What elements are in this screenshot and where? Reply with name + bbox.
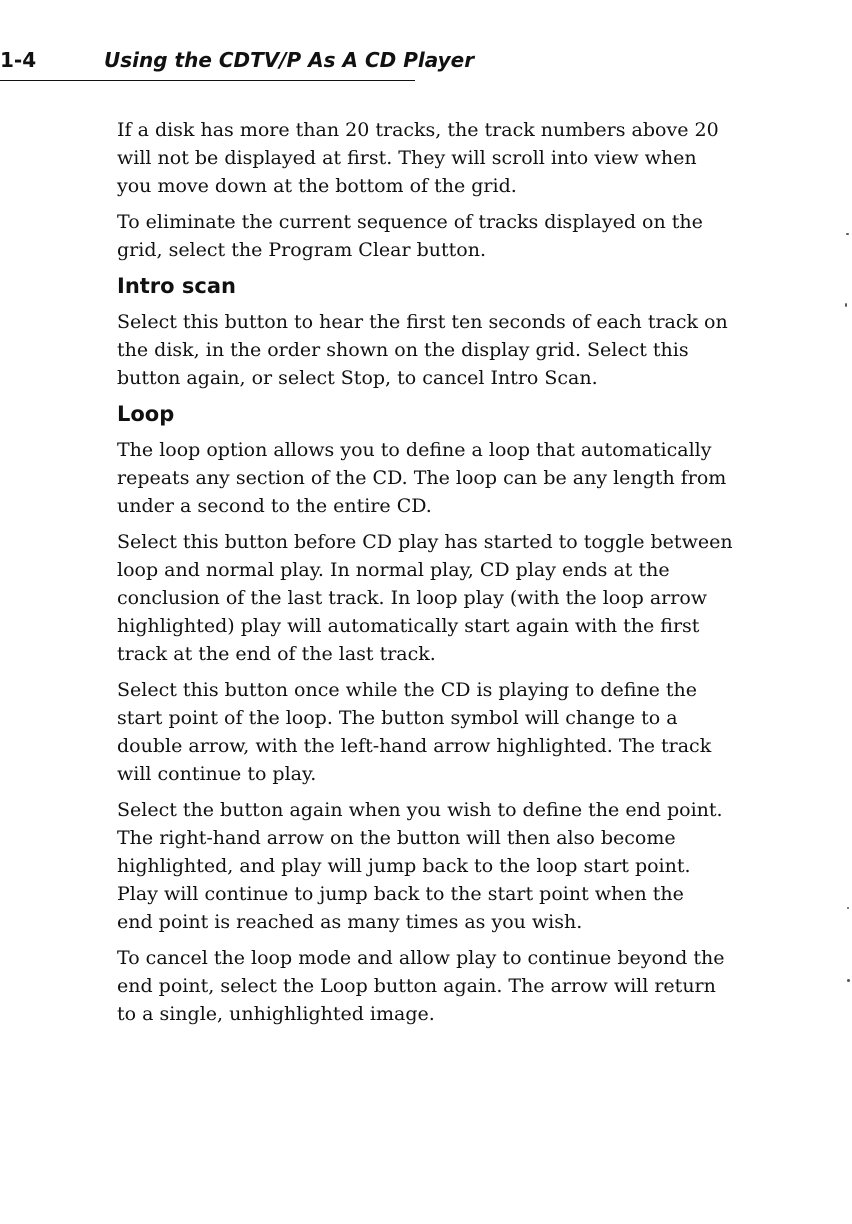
page-body	[117, 116, 733, 1036]
text-line: To eliminate the current sequence of tracks displayed on the	[117, 211, 703, 233]
text-line: end point is reached as many times as you wish.	[117, 911, 583, 933]
text-line: To cancel the loop mode and allow play to continue beyond the	[117, 947, 725, 969]
text-line: to a single, unhighlighted image.	[117, 1003, 435, 1025]
paragraph-loop-toggle	[117, 528, 733, 668]
page-number: 1-4	[0, 48, 37, 72]
text-line: highlighted, and play will jump back to the loop start point.	[117, 855, 691, 877]
text-line: you move down at the bottom of the grid.	[117, 175, 517, 197]
text-line: under a second to the entire CD.	[117, 495, 432, 517]
scan-speck	[847, 979, 850, 982]
text-line: highlighted) play will automatically start again with the first	[117, 615, 700, 637]
text-line: Select this button once while the CD is playing to define the	[117, 679, 698, 701]
paragraph-intro-scan	[117, 308, 728, 392]
text-line: conclusion of the last track. In loop play (with the loop arrow	[117, 587, 708, 609]
scan-speck	[846, 233, 849, 235]
text-line: end point, select the Loop button again. The arrow will return	[117, 975, 716, 997]
text-line: start point of the loop. The button symbol will change to a	[117, 707, 678, 729]
text-line: will not be displayed at first. They will scroll into view when	[117, 147, 697, 169]
text-line: track at the end of the last track.	[117, 643, 436, 665]
scan-speck	[847, 907, 849, 909]
text-line: the disk, in the order shown on the display grid. Select this	[117, 339, 689, 361]
text-line: repeats any section of the CD. The loop can be any length from	[117, 467, 727, 489]
paragraph-loop-intro	[117, 436, 727, 520]
paragraph-loop-start	[117, 676, 717, 788]
scan-speck	[845, 303, 847, 307]
text-line: Play will continue to jump back to the start point when the	[117, 883, 684, 905]
text-line: loop and normal play. In normal play, CD play ends at the	[117, 559, 670, 581]
text-line: will continue to play.	[117, 763, 317, 785]
text-line: Select this button to hear the first ten seconds of each track on	[117, 311, 728, 333]
heading-intro-scan: Intro scan	[117, 274, 236, 298]
heading-loop: Loop	[117, 402, 175, 426]
text-line: button again, or select Stop, to cancel Intro Scan.	[117, 367, 598, 389]
paragraph-loop-end	[117, 796, 723, 936]
text-line: Select the button again when you wish to define the end point.	[117, 799, 723, 821]
running-title: Using the CDTV/P As A CD Player	[104, 48, 475, 72]
header-rule	[0, 80, 415, 81]
paragraph-program-clear	[117, 208, 717, 264]
text-line: double arrow, with the left-hand arrow highlighted. The track	[117, 735, 712, 757]
page-header	[0, 0, 852, 80]
text-line: If a disk has more than 20 tracks, the track numbers above 20	[117, 119, 719, 141]
text-line: The right-hand arrow on the button will then also become	[117, 827, 676, 849]
paragraph-loop-cancel	[117, 944, 725, 1028]
text-line: Select this button before CD play has started to toggle between	[117, 531, 733, 553]
text-line: grid, select the Program Clear button.	[117, 239, 486, 261]
paragraph-track-scrolling	[117, 116, 717, 200]
text-line: The loop option allows you to define a loop that automatically	[117, 439, 712, 461]
